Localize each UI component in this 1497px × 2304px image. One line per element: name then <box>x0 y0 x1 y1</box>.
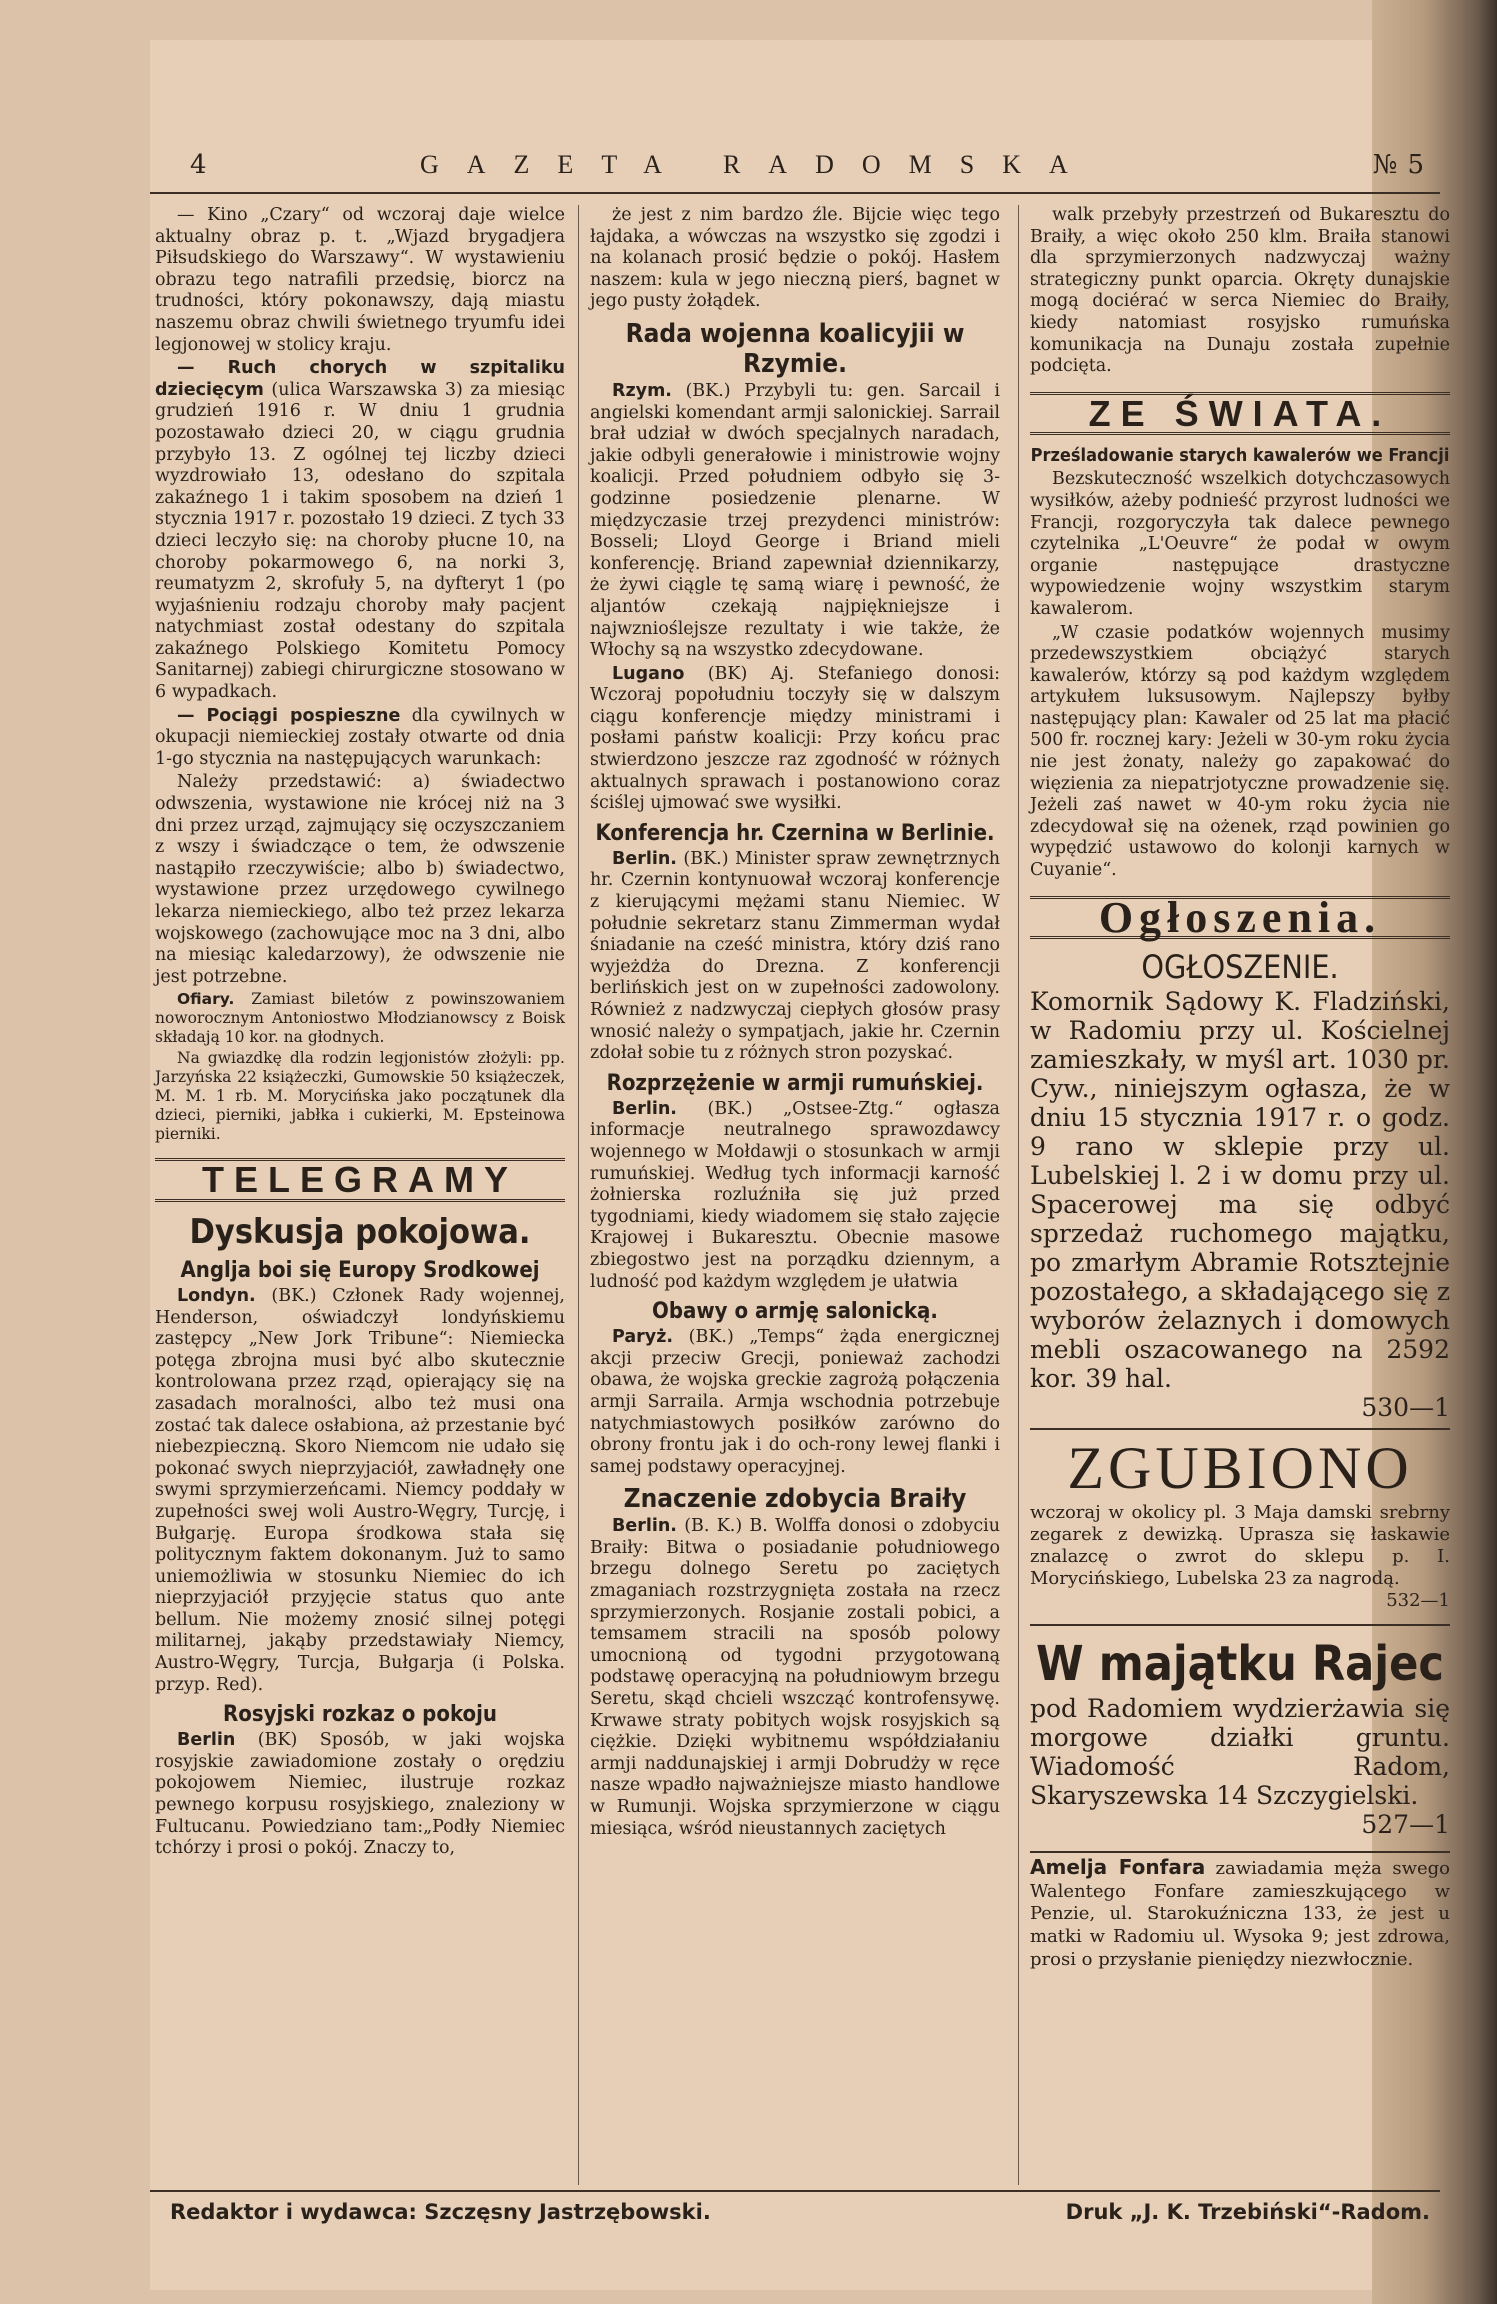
ad-title: ZGUBIONO <box>1067 1435 1413 1502</box>
article-body: (BK.) Członek Rady wojennej, Henderson, oświadczył londyńskiemu zastępcy „New Jork Tribune“: Niemiecka potęga zbrojna musi być albo skutecznie kontrolowana przez rząd, opierający się na zasadach moralności, albo też musi ona zostać tak dalece osłabiona, aż przestanie być niebezpieczną. Skoro Niemcom nie udało się pokonać swych nieprzyjaciół, zawładnęły one swymi sprzymierzeńcami. Niemcy poddały w zupełności swej woli Austro-Węgry, Turcję, i Bułgarję. Europa środkowa stała się politycznym faktem dokonanym. Już to samo uniemożliwia w stosunku Niemiec do ich nieprzyjaciół przyjęcie status quo ante bellum. Nie możemy znosić silnej potęgi militarnej, jakąby przedstawiały Niemcy, Austro-Węgry, Turcja, Bułgarja (i Polska. przyp. Red). <box>155 1285 565 1695</box>
article-body: (B. K.) B. Wolffa donosi o zdobyciu Braiły: Bitwa o posiadanie południowego brzegu dolnego Seretu po zaciętych zmaganiach rozstrzygnięta została na rzecz sprzymierzonych. Rosjanie zostali pobici, a temsamem stracili na sposób polowy umocnioną od tygodni przygotowaną podstawę operacyjną na południowym brzegu Seretu, skąd chcieli wszcząć kontrofensywę. Krwawe straty pobitych wojsk rosyjskich są ciężkie. Dzięki wybitnemu współdziałaniu armji naddunajskiej i armji Dobrudży w ręce nasze wpadło najważniejsze miasto handlowe w Rumunji. Wojska sprzymierzone w ciągu miesiąca, wśród nieustannych zaciętych <box>590 1516 1000 1839</box>
article-body: Zamiast biletów z powinszowaniem noworocznym Antoniostwo Młodzianowscy z Boisk składają 10 kor. na głodnych. <box>155 990 566 1047</box>
article-paryz <box>590 1327 1000 1478</box>
article-body: (BK.) Minister spraw zewnętrznych hr. Czernin kontynuował wczoraj konferencje z kierującymi mężami stanu Niemiec. W południe sekretarz stanu Zimmerman wydał śniadanie na cześć ministra, który dziś rano wyjeżdża do Drezna. Z konferencji berlińskich jest on w zupełności zadowolony. Również z nadzwyczaj ciepłych głosów prasy wnosić należy o sympatjach, jakie hr. Czernin zdołał sobie tu z różnych stron pozyskać. <box>590 848 1000 1064</box>
article-continuation: że jest z nim bardzo źle. Bijcie więc tego łajdaka, a wówczas na wszystko się zgodzi i na kolanach prosić będzie o pokój. Hasłem naszem: kula w jego nieczną pierś, bagnet w jego pusty żołądek. <box>590 205 1000 312</box>
article-ofiary <box>155 990 565 1047</box>
footer-rule <box>150 2190 1440 2192</box>
section-title-ogloszenia: Ogłoszenia. <box>1030 896 1450 940</box>
ad-body: pod Radomiem wydzierżawia się morgowe działki gruntu. Wiadomość Radom, Skaryszewska 14 Szczygielski. <box>1030 1694 1450 1811</box>
article-pociagi <box>155 706 565 771</box>
printer-credit: Druk „J. K. Trzebiński“-Radom. <box>1065 2200 1430 2224</box>
article-lead: Berlin <box>177 1730 236 1751</box>
ad-title: OGŁOSZENIE. <box>1141 948 1339 987</box>
article-berlin-czernin <box>590 849 1000 1065</box>
article-body: (BK) Sposób, w jaki wojska rosyjskie zawiadomione zostały o orędziu pokojowem Niemiec, ilustruje rozkaz pewnego korpusu rosyjskiego, znaleziony w Fultucanu. Powiedziano tam:„Podły Niemiec tchórzy i prosi o pokój. Znaczy to, <box>155 1730 565 1859</box>
editor-credit: Redaktor i wydawca: Szczęsny Jastrzębowski. <box>170 2200 711 2224</box>
headline-czernin: Konferencja hr. Czernina w Berlinie. <box>595 820 995 846</box>
ad-zgubiono <box>1030 1428 1450 1618</box>
article-braila-continued: walk przebyły przestrzeń od Bukaresztu do Braiły, a więc około 250 klm. Braiła stanowi dla sprzymierzonych nadzwyczaj ważny strategiczny punkt oparcia. Okręty dunajskie mogą dociérać w serca Niemiec do Braiły, kiedy natomiast rosyjsko rumuńska komunikacja na Dunaju została zupełnie podcięta. <box>1030 205 1450 377</box>
headline-obawy: Obawy o armję salonicką. <box>652 1299 938 1325</box>
article-rzym <box>590 381 1000 662</box>
section-title-ze-swiata: ZE ŚWIATA. <box>1030 392 1450 436</box>
issue-number: № 5 <box>1372 150 1425 180</box>
headline-rosyjski-rozkaz: Rosyjski rozkaz o pokoju <box>222 1702 497 1728</box>
article-berlin-braila <box>590 1516 1000 1840</box>
headline-rozprzezenie: Rozprzężenie w armji rumuńskiej. <box>606 1070 984 1096</box>
headline-rada-wojenna: Rada wojenna koalicyjii w Rzymie. <box>625 318 965 379</box>
article-lead: Rzym. <box>612 380 672 401</box>
article-londyn <box>155 1286 565 1696</box>
ad-body: wczoraj w okolicy pl. 3 Maja damski srebrny zegarek z dewizką. Uprasza się łaskawie znalazcę o zwrot do sklepu p. I. Morycińskiego, Lubelska 23 za nagrodą. <box>1030 1502 1450 1590</box>
ad-body: Komornik Sądowy K. Fladziński, w Radomiu przy ul. Kościelnej zamieszkały, w myśl art. 1030 pr. Cyw., niniejszym ogłasza, że w dniu 15 stycznia 1917 r. o godz. 9 rano w sklepie przy ul. Lubelskiej l. 2 i w domu przy ul. Spacerowej ma się odbyć sprzedaż ruchomego majątku, po zmarłym Abramie Rotsztejnie pozostałego, a składającego się z wyborów żelaznych i domowych mebli oszacowanego na 2592 kor. 39 hal. <box>1030 987 1450 1394</box>
article-gwiazdka: Na gwiazdkę dla rodzin legjonistów złożyli: pp. Jarzyńska 22 książeczki, Gumowskie 50 książeczek, M. M. 1 rb. M. Morycińska jako początunek dla dzieci, pierniki, jabłka i cukierki, M. Epsteinowa pierniki. <box>155 1049 565 1144</box>
column-divider <box>1018 205 1019 2185</box>
ad-code: 527—1 <box>1361 1810 1450 1840</box>
article-body: (ulica Warszawska 3) za miesiąc grudzień 1916 r. W dniu 1 grudnia pozostawało dzieci 20, w ciągu grudnia przybyło 13. Z ogólnej tej liczby dzieci wyzdrowiało 13, odesłano do szpitala zakaźnego 1 i takim sposobem na dzień 1 stycznia 1917 r. pozostało 19 dzieci. Z tych 33 dzieci leczyło się: na choroby płucne 10, na choroby pokarmowego 6, na norki 3, reumatyzm 2, skrofuły 5, na dyfteryt 1 (po wyjaśnieniu rodzaju choroby mały pacjent natychmiast został odestany do szpitala zakaźnego Polskiego Komitetu Pomocy Sanitarnej) zabiegi chirurgiczne stosowano w 6 wypadkach. <box>155 379 565 703</box>
header-rule <box>150 192 1440 194</box>
ad-rajec <box>1030 1624 1450 1845</box>
ad-code: 530—1 <box>1361 1393 1450 1423</box>
article-lugano <box>590 664 1000 815</box>
page-header <box>190 150 1435 190</box>
article-lead: — Ruch chorych w szpitaliku dziecięcym <box>155 358 565 400</box>
section-title-telegramy: TELEGRAMY <box>155 1158 565 1202</box>
ad-komornik <box>1030 949 1450 1422</box>
masthead: GAZETA RADOMSKA <box>420 150 1096 179</box>
article-kawalerowie-quote: „W czasie podatków wojennych musimy przedewszystkiem obciążyć starych kawalerów, którzy są pod każdym względem artykułem luksusowym. Najlepszy byłby następujący plan: Kawaler od 25 lat ma płacić 500 fr. rocznej kary: Jeżeli w 30-ym roku życia nie jest żonaty, należy go zapakować do więzienia za niepatrjotyczne prowadzenie się. Jeżeli zaś nawet w 40-ym roku życia nie zdecydował się na ożenek, rząd powinien go wypędzić ustawowo do kolonji karnych w Cuyanie“. <box>1030 622 1450 881</box>
article-warunki: Należy przedstawić: a) świadectwo odwszenia, wystawione nie krócej niż na 3 dni przez urząd, zajmujący się oczyszczaniem z wszy i świadczące o tem, że odwszenie nastąpiło rzeczywiście; albo b) świadectwo, wystawione przez urzędowego cywilnego lekarza niemieckiego, albo też przez lekarza wojskowego (zachowujące moc na 3 dni, albo na miesiąc kaledarzowy), że odwszenie nie jest potrzebne. <box>155 772 565 987</box>
article-lead: Berlin. <box>612 848 677 869</box>
article-lead: Londyn. <box>177 1285 256 1306</box>
column-3 <box>1030 205 1450 1977</box>
column-1 <box>155 205 565 1862</box>
article-berlin-rozkaz <box>155 1730 565 1860</box>
column-2 <box>590 205 1000 1842</box>
article-lead: Berlin. <box>612 1516 677 1537</box>
column-divider <box>578 205 579 2185</box>
page-number: 4 <box>190 150 208 180</box>
article-body: (BK.) „Temps“ żąda energicznej akcji przeciw Grecji, ponieważ zachodzi obawa, że wojska greckie zagrożą połączenia armji Sarraila. Armja wschodnia potrzebuje natychmiastowych posiłków zarówno do obrony frontu jak i do och-rony lewej flanki i samej podstawy operacyjnej. <box>590 1327 1000 1477</box>
article-body: (BK.) Przybyli tu: gen. Sarcail i angielski komendant armji salonickiej. Sarrail brał udział w dwóch specjalnych naradach, jakie odbyli generałowie i ministrowie wojny koalicji. Przed południem odbyło się 3-godzinne posiedzenie plenarne. W międzyczasie trzej prezydenci ministrów: Bosseli; Lloyd George i Briand mieli konferencję. Briand zapewniał dziennikarzy, że żywi ciągle tę samą wiarę i pewność, że aljantów czekają najpiękniejsze i najwznioślejsze rezultaty i wie także, że Włochy są na wszystko zdecydowane. <box>590 380 1000 661</box>
article-lead: Lugano <box>612 663 685 684</box>
ad-title: W majątku Rajec <box>1036 1636 1444 1693</box>
article-berlin-rumunia <box>590 1099 1000 1293</box>
article-body: (BK) Aj. Stefaniego donosi: Wczoraj popołudniu toczyły się w dalszym ciągu konferencje między ministrami i posłami państw koalicji: Przy końcu prac stwierdzono jeszcze raz zgodność w różnych aktualnych sprawach i postanowiono coraz ściślej ujmować swe wysiłki. <box>590 663 1000 814</box>
ad-body: zawiadamia męża swego Walentego Fonfare zamieszkującego w Penzie, ul. Starokuźniczna 133, że jest u matki w Radomiu ul. Wysoka 9; jest zdrowa, prosi o przysłanie pieniędzy niezwłocznie. <box>1030 1858 1450 1970</box>
article-kino: — Kino „Czary“ od wczoraj daje wielce aktualny obraz p. t. „Wjazd brygadjera Piłsudskiego do Warszawy“. W wystawieniu obrazu tego natrafili przedsię, biorcz na trudności, który pokonawszy, dają miastu naszemu obraz chwili świetnego tryumfu idei legjonowej w stolicy kraju. <box>155 205 565 355</box>
headline-braila: Znaczenie zdobycia Braiły <box>623 1484 967 1515</box>
article-lead: Paryż. <box>612 1327 674 1348</box>
headline-dyskusja: Dyskusja pokojowa. <box>189 1211 531 1252</box>
article-lead: — Pociągi pospieszne <box>177 705 401 726</box>
article-lead: Ofiary. <box>177 990 235 1009</box>
article-body: (BK.) „Ostsee-Ztg.“ ogłasza informacje neutralnego sprawozdawcy wojennego w Mołdawji o stosunkach w armji rumuńskiej. Według tych informacji karność żołnierska rozluźniła się już przed tygodniami, kiedy wiadomem się stało zajęcie Krajowej i Bukaresztu. Obecnie masowe zbiegostwo jest na porządku dziennym, a ludność pod każdym względem je ułatwia <box>590 1098 1000 1292</box>
article-body: dla cywilnych w okupacji niemieckiej zostały otwarte od dnia 1-go stycznia na następujących warunkach: <box>155 705 565 769</box>
ad-fonfara <box>1030 1851 1450 1977</box>
subheadline-anglja: Anglja boi się Europy Srodkowej <box>180 1257 540 1283</box>
article-lead: Berlin. <box>612 1098 677 1119</box>
article-kawalerowie: Bezskuteczność wszelkich dotychczasowych wysiłków, ażeby podnieść przyrost ludności we Francji, rozgoryczyła tak dalece pewnego czytelnika „L'Oeuvre“ że podał w owym organie następujące drastyczne wypowiedzenie wojny wszystkim starym kawalerom. <box>1030 469 1450 619</box>
ad-code: 532—1 <box>1386 1590 1450 1612</box>
ad-lead: Amelja Fonfara <box>1030 1855 1206 1880</box>
headline-kawalerowie: Prześladowanie starych kawalerów we Francji <box>1030 445 1450 467</box>
article-szpital <box>155 358 565 704</box>
